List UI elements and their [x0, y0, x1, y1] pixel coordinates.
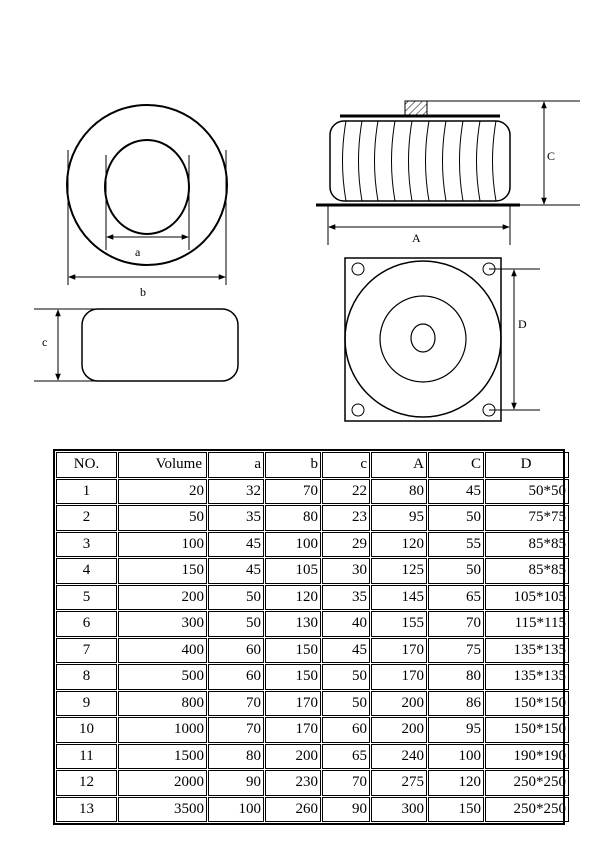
- table-body: [56, 479, 569, 823]
- header-A: A: [371, 452, 427, 478]
- cell-C: 100: [428, 744, 484, 770]
- cell-a: 50: [208, 611, 264, 637]
- ring-core-side-view: [34, 309, 238, 381]
- label-a: a: [135, 245, 141, 259]
- header-a: a: [208, 452, 264, 478]
- cell-volume: 400: [118, 638, 207, 664]
- cell-volume: 500: [118, 664, 207, 690]
- cell-b: 70: [265, 479, 321, 505]
- cell-C: 50: [428, 558, 484, 584]
- cell-D: 105*105: [485, 585, 569, 611]
- table-row: [56, 585, 569, 611]
- cell-no: 13: [56, 797, 117, 823]
- cell-a: 50: [208, 585, 264, 611]
- cell-A: 125: [371, 558, 427, 584]
- cell-A: 95: [371, 505, 427, 531]
- cell-volume: 20: [118, 479, 207, 505]
- cell-c: 65: [322, 744, 370, 770]
- cell-b: 150: [265, 664, 321, 690]
- outer-ring: [67, 105, 227, 265]
- table-row: [56, 532, 569, 558]
- cell-c: 29: [322, 532, 370, 558]
- cell-a: 90: [208, 770, 264, 796]
- cell-a: 60: [208, 664, 264, 690]
- transformer-top-view: [345, 258, 540, 421]
- cell-C: 95: [428, 717, 484, 743]
- table-row: [56, 505, 569, 531]
- header-D: D: [485, 452, 569, 478]
- cell-volume: 300: [118, 611, 207, 637]
- cell-no: 6: [56, 611, 117, 637]
- cell-D: 85*85: [485, 558, 569, 584]
- cell-volume: 3500: [118, 797, 207, 823]
- cell-b: 170: [265, 717, 321, 743]
- cell-D: 135*135: [485, 638, 569, 664]
- cell-b: 260: [265, 797, 321, 823]
- core-side-shape: [82, 309, 238, 381]
- table-row: [56, 797, 569, 823]
- cell-A: 200: [371, 691, 427, 717]
- cell-C: 86: [428, 691, 484, 717]
- cell-a: 70: [208, 691, 264, 717]
- cell-c: 50: [322, 664, 370, 690]
- cell-C: 75: [428, 638, 484, 664]
- cell-no: 4: [56, 558, 117, 584]
- cell-D: 85*85: [485, 532, 569, 558]
- cell-c: 35: [322, 585, 370, 611]
- cell-C: 55: [428, 532, 484, 558]
- header-b: b: [265, 452, 321, 478]
- cell-A: 300: [371, 797, 427, 823]
- table-row: [56, 611, 569, 637]
- table-row: [56, 717, 569, 743]
- mounting-hole-bottom-left: [352, 404, 364, 416]
- cell-no: 3: [56, 532, 117, 558]
- cell-c: 22: [322, 479, 370, 505]
- cell-D: 135*135: [485, 664, 569, 690]
- cell-C: 50: [428, 505, 484, 531]
- cell-volume: 100: [118, 532, 207, 558]
- cell-A: 155: [371, 611, 427, 637]
- cell-D: 115*115: [485, 611, 569, 637]
- specification-table: [55, 451, 570, 823]
- header-c: c: [322, 452, 370, 478]
- label-c: c: [42, 335, 48, 349]
- cell-a: 35: [208, 505, 264, 531]
- cell-D: 150*150: [485, 691, 569, 717]
- header-volume: Volume: [118, 452, 207, 478]
- cell-A: 170: [371, 664, 427, 690]
- table-row: [56, 558, 569, 584]
- cell-a: 45: [208, 558, 264, 584]
- cell-C: 80: [428, 664, 484, 690]
- cell-no: 1: [56, 479, 117, 505]
- cell-a: 60: [208, 638, 264, 664]
- cell-D: 50*50: [485, 479, 569, 505]
- header-no: NO.: [56, 452, 117, 478]
- cell-no: 9: [56, 691, 117, 717]
- table-row: [56, 479, 569, 505]
- mounting-hole-top-left: [352, 263, 364, 275]
- cell-b: 120: [265, 585, 321, 611]
- cell-no: 11: [56, 744, 117, 770]
- cell-A: 240: [371, 744, 427, 770]
- cell-b: 130: [265, 611, 321, 637]
- cell-c: 30: [322, 558, 370, 584]
- cell-c: 50: [322, 691, 370, 717]
- cell-a: 70: [208, 717, 264, 743]
- cell-c: 60: [322, 717, 370, 743]
- ring-core-top-view: [67, 105, 227, 285]
- cell-c: 23: [322, 505, 370, 531]
- cell-b: 230: [265, 770, 321, 796]
- cell-A: 170: [371, 638, 427, 664]
- cell-no: 12: [56, 770, 117, 796]
- cell-b: 80: [265, 505, 321, 531]
- cell-a: 32: [208, 479, 264, 505]
- cell-C: 120: [428, 770, 484, 796]
- cell-A: 145: [371, 585, 427, 611]
- table-row: [56, 691, 569, 717]
- cell-volume: 50: [118, 505, 207, 531]
- cell-no: 8: [56, 664, 117, 690]
- cell-volume: 150: [118, 558, 207, 584]
- cell-C: 70: [428, 611, 484, 637]
- cell-C: 45: [428, 479, 484, 505]
- table-row: [56, 770, 569, 796]
- cell-c: 90: [322, 797, 370, 823]
- cell-c: 70: [322, 770, 370, 796]
- label-A: A: [412, 231, 421, 245]
- winding-body: [330, 121, 510, 201]
- cell-a: 80: [208, 744, 264, 770]
- transformer-front-view: [316, 101, 580, 245]
- header-row: [56, 452, 569, 478]
- label-D: D: [518, 317, 527, 331]
- cell-c: 40: [322, 611, 370, 637]
- inner-hole: [105, 140, 189, 234]
- label-C: C: [547, 149, 556, 163]
- table-row: [56, 744, 569, 770]
- cell-volume: 2000: [118, 770, 207, 796]
- cell-volume: 1500: [118, 744, 207, 770]
- middle-winding-circle: [380, 296, 466, 382]
- cell-no: 5: [56, 585, 117, 611]
- outer-winding-circle: [345, 261, 501, 417]
- cell-A: 80: [371, 479, 427, 505]
- table-row: [56, 664, 569, 690]
- cell-b: 170: [265, 691, 321, 717]
- cell-a: 100: [208, 797, 264, 823]
- cell-c: 45: [322, 638, 370, 664]
- table-row: [56, 638, 569, 664]
- header-C: C: [428, 452, 484, 478]
- cell-D: 150*150: [485, 717, 569, 743]
- cell-A: 120: [371, 532, 427, 558]
- cell-b: 150: [265, 638, 321, 664]
- cell-no: 7: [56, 638, 117, 664]
- cell-a: 45: [208, 532, 264, 558]
- cell-b: 105: [265, 558, 321, 584]
- cell-b: 100: [265, 532, 321, 558]
- cell-no: 2: [56, 505, 117, 531]
- cell-C: 150: [428, 797, 484, 823]
- table-header: [56, 452, 569, 478]
- cell-b: 200: [265, 744, 321, 770]
- cell-D: 190*190: [485, 744, 569, 770]
- cell-no: 10: [56, 717, 117, 743]
- cell-D: 250*250: [485, 797, 569, 823]
- cell-volume: 800: [118, 691, 207, 717]
- cell-D: 75*75: [485, 505, 569, 531]
- cell-C: 65: [428, 585, 484, 611]
- cell-volume: 1000: [118, 717, 207, 743]
- specification-table-frame: [53, 449, 565, 825]
- label-b: b: [140, 285, 146, 299]
- mounting-stud: [405, 101, 427, 115]
- cell-A: 275: [371, 770, 427, 796]
- cell-D: 250*250: [485, 770, 569, 796]
- cell-volume: 200: [118, 585, 207, 611]
- cell-A: 200: [371, 717, 427, 743]
- center-hole: [411, 324, 435, 352]
